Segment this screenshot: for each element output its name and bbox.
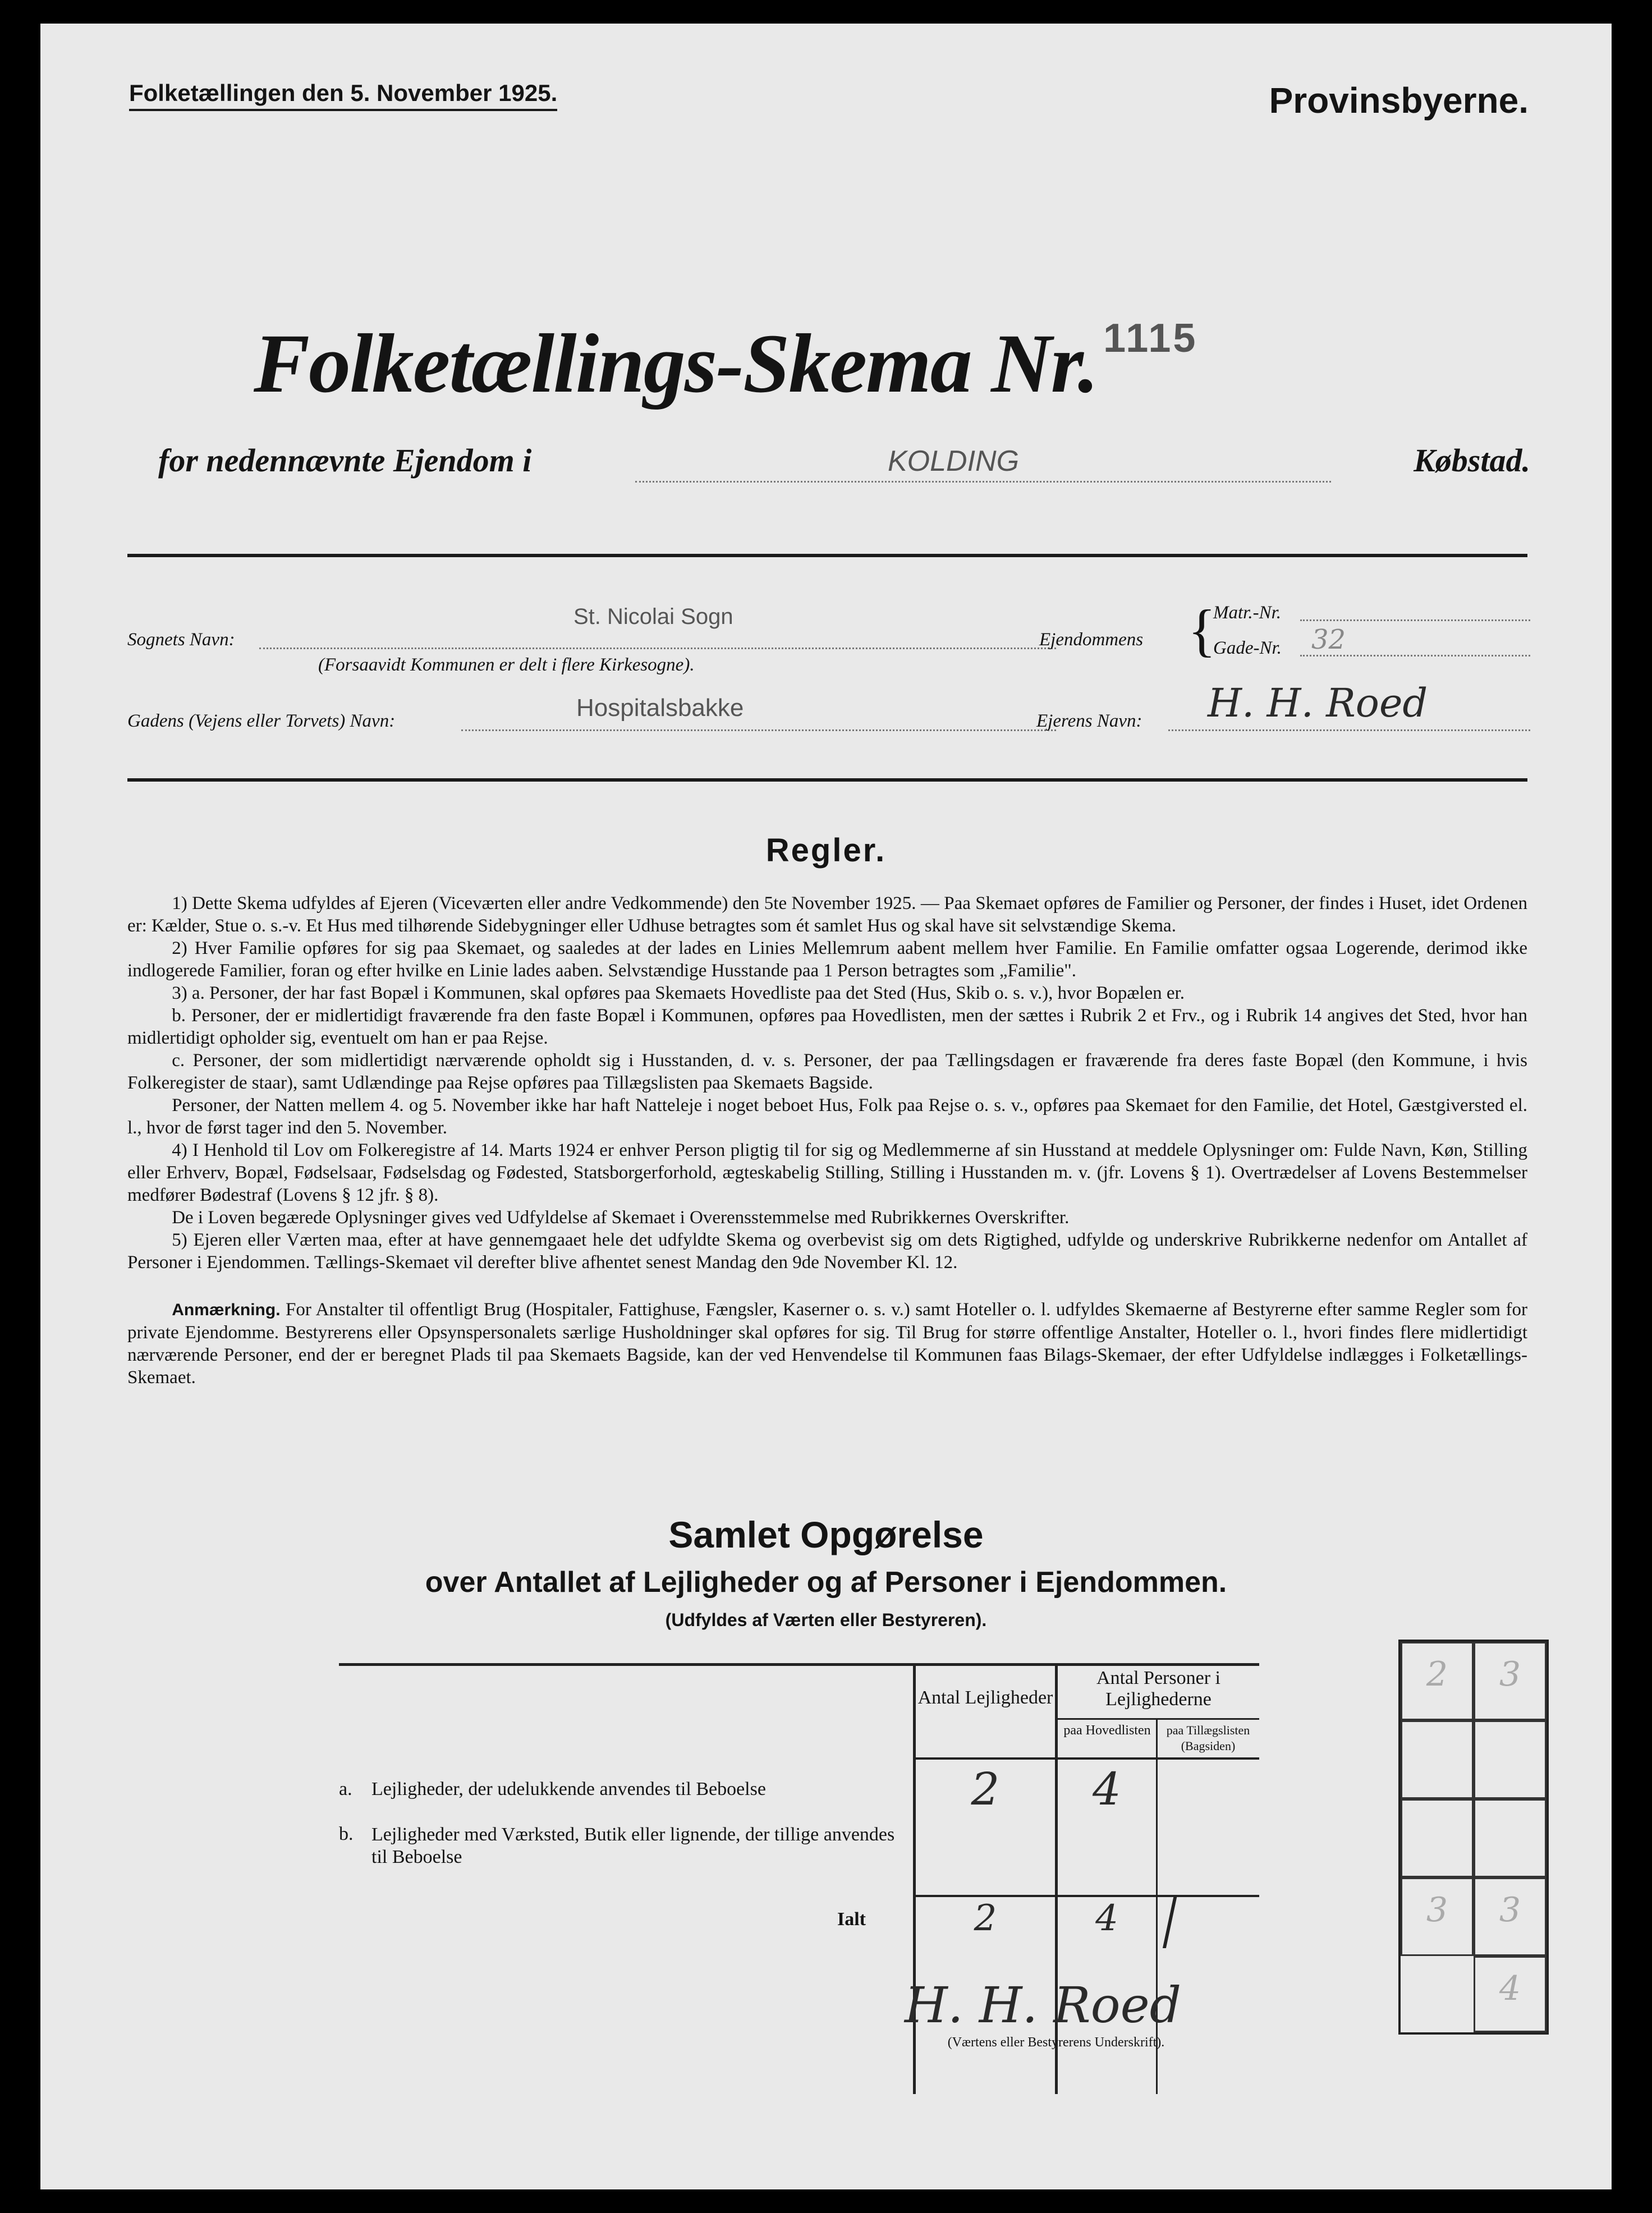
owner-signature: H. H. Roed xyxy=(1208,680,1428,726)
street-dotline xyxy=(461,729,1056,731)
form-number: 1115 xyxy=(1103,316,1198,361)
rule-paragraph: 1) Dette Skema udfyldes af Ejeren (Viceværten eller andre Vedkommende) den 5te November 1925. — Paa Skemaet opføres de Familier og Personer, der findes i Huset, idet Ordenen er: Kælder, Stue o. s.-v. Et Hus med tilhørende Sidebygninger eller Udhuse betragtes som ét samlet Hus og skal have sit selvstændige Skema. xyxy=(127,893,1527,936)
street-value: Hospitalsbakke xyxy=(576,694,744,722)
rules-note xyxy=(127,1298,1527,1389)
rule-paragraph: 4) I Henhold til Lov om Folkeregistre af 14. Marts 1924 er enhver Person pligtig til for sig og Medlemmerne af sin Husstand at meddele Oplysninger om: Fulde Navn, Køn, Stilling eller Erhverv, Bopæl, Fødselsaar, Fødselsdag og Fødested, Statsborgerforhold, ægteskabelig Stilling, Stilling i Husstanden m. v. (jfr. Lovens § 1). Overtrædelser af Lovens Bestemmelser medfører Bødestraf (Lovens § 12 jfr. § 8). xyxy=(127,1140,1527,1205)
town-value: KOLDING xyxy=(888,445,1020,478)
grid-cell: 2 xyxy=(1401,1642,1474,1720)
brace-icon: { xyxy=(1188,598,1216,663)
row-a-text: Lejligheder, der udelukkende anvendes til Beboelse xyxy=(371,1779,766,1799)
col-supp-header: paa Tillægslisten (Bagsiden) xyxy=(1166,1723,1250,1753)
total-main: 4 xyxy=(1095,1898,1118,1939)
summary-instruction: (Udfyldes af Værten eller Bestyreren). xyxy=(665,1610,987,1630)
rule-paragraph: 3) a. Personer, der har fast Bopæl i Kommunen, skal opføres paa Skemaets Hovedliste paa det Sted (Hus, Skib o. s. v.), hvor Bopælen er. xyxy=(172,983,1185,1003)
census-form-page xyxy=(40,24,1612,2189)
form-title-text: Folketællings-Skema Nr. xyxy=(254,317,1098,410)
street-label: Gadens (Vejens eller Torvets) Navn: xyxy=(127,711,396,731)
summary-title: Samlet Opgørelse xyxy=(668,1514,984,1555)
parish-dotline xyxy=(259,648,1056,649)
note-text: For Anstalter til offentligt Brug (Hospitaler, Fattighuse, Fængsler, Kaserner o. s. v.) samt Hoteller o. l. udfyldes Skemaerne af Bestyrerne efter samme Regler som for private Ejendomme. Bestyrerens eller Opsynspersonalets særlige Husholdninger skal opføres for sig. Til Brug for større offentlige Anstalter, Hoteller o. l., hvori findes flere midlertidigt nærværende Personer, end der er beregnet Plads til paa Skemaets Bagside, kan der ved Henvendelse til Kommunen faas Bilags-Skemaer, der efter Udfyldelse indlægges i Folketællings-Skemaet. xyxy=(127,1300,1528,1388)
grid-cell xyxy=(1401,1799,1474,1877)
town-dotline xyxy=(635,481,1331,483)
summary-subtitle: over Antallet af Lejligheder og af Personer i Ejendommen. xyxy=(425,1566,1227,1599)
property-label: Ejendommens xyxy=(1039,630,1144,650)
rule-paragraph: c. Personer, der som midlertidigt nærværende opholdt sig i Husstanden, d. v. s. Personer, der paa Tællingsdagen er fraværende fra deres faste Bopæl (den Kommune, i hvis Folkeregister de staar), samt Udlændinge paa Rejse opføres paa Tillægslisten paa Skemaets Bagside. xyxy=(127,1050,1527,1093)
grid-cell: 4 xyxy=(1474,1956,1547,2032)
host-signature: H. H. Roed xyxy=(905,1976,1182,2034)
col-main-header: paa Hovedlisten xyxy=(1063,1723,1151,1738)
divider-middle xyxy=(127,778,1527,782)
row-a-apartments: 2 xyxy=(971,1763,1000,1815)
grid-cell xyxy=(1474,1720,1547,1799)
gade-value: 32 xyxy=(1311,624,1346,655)
census-date: Folketællingen den 5. November 1925. xyxy=(129,80,557,111)
parish-value: St. Nicolai Sogn xyxy=(573,604,733,629)
table-header-line xyxy=(913,1757,1259,1760)
grid-cell: 3 xyxy=(1474,1642,1547,1720)
owner-label: Ejerens Navn: xyxy=(1036,711,1142,731)
rule-paragraph: Personer, der Natten mellem 4. og 5. November ikke har haft Natteleje i noget beboet Hus, Folk paa Rejse o. s. v., opføres paa Skemaet for den Familie, det Hotel, Gæstgiversted el. l., hvor de først tager ind den 5. November. xyxy=(127,1095,1527,1138)
rule-paragraph: b. Personer, der er midlertidigt fraværende fra den faste Bopæl i Kommunen, opføres paa Hovedlisten, men der sættes i Rubrik 2 et Frv., og i Rubrik 14 angives det Sted, hvor han midlertidigt opholder sig, eventuelt om han er paa Rejse. xyxy=(127,1006,1527,1048)
subtitle-prefix: for nedennævnte Ejendom i xyxy=(158,442,532,479)
table-total-line xyxy=(913,1895,1259,1897)
col-persons-header: Antal Personer i Lejlighederne xyxy=(1096,1668,1220,1710)
grid-cell: 3 xyxy=(1474,1877,1547,1956)
parish-label: Sognets Navn: xyxy=(127,630,235,650)
region-label: Provinsbyerne. xyxy=(1269,80,1529,121)
divider-top xyxy=(127,554,1527,557)
signature-caption: (Værtens eller Bestyrerens Underskrift). xyxy=(947,2035,1165,2050)
subtitle-suffix: Købstad. xyxy=(1414,442,1530,479)
rules-body xyxy=(127,892,1527,1389)
side-grid xyxy=(1398,1640,1549,2035)
rules-heading: Regler. xyxy=(765,832,887,869)
col-apartments-header: Antal Lejligheder xyxy=(917,1687,1053,1708)
rule-paragraph: 2) Hver Familie opføres for sig paa Skemaet, og saaledes at der lades en Linies Mellemrum aabent mellem hver Familie. En Familie omfatter ogsaa Logerende, derimod ikke indlogerede Familier, foran og efter hvilke en Linie lades aaben. Selvstændige Husstande paa 1 Person betragtes som „Familie". xyxy=(127,938,1527,981)
owner-dotline xyxy=(1168,729,1530,731)
total-apartments: 2 xyxy=(974,1898,997,1939)
matr-dotline xyxy=(1300,619,1530,621)
parish-note: (Forsaavidt Kommunen er delt i flere Kirkesogne). xyxy=(318,655,695,675)
row-b-letter: b. xyxy=(339,1824,354,1844)
table-subheader-line xyxy=(1058,1718,1259,1720)
gade-label: Gade-Nr. xyxy=(1213,638,1282,658)
total-check-mark xyxy=(1163,1895,1185,1948)
note-label: Anmærkning. xyxy=(172,1301,281,1319)
row-b-text: Lejligheder med Værksted, Butik eller lignende, der tillige anvendes til Beboelse xyxy=(371,1824,895,1867)
row-a-main: 4 xyxy=(1093,1763,1121,1815)
grid-cell xyxy=(1474,1799,1547,1877)
grid-cell xyxy=(1401,1720,1474,1799)
matr-label: Matr.-Nr. xyxy=(1213,603,1282,623)
row-a-letter: a. xyxy=(339,1779,352,1799)
grid-cell: 3 xyxy=(1401,1877,1474,1956)
form-title xyxy=(254,315,1197,412)
rule-paragraph: De i Loven begærede Oplysninger gives ved Udfyldelse af Skemaet i Overensstemmelse med Rubrikkernes Overskrifter. xyxy=(172,1207,1070,1228)
total-label: Ialt xyxy=(837,1909,866,1930)
rule-paragraph: 5) Ejeren eller Værten maa, efter at have gennemgaaet hele det udfyldte Skema og overbevist sig om dets Rigtighed, udfylde og underskrive Rubrikkerne nedenfor om Antallet af Personer i Ejendommen. Tællings-Skemaet vil derefter blive afhentet senest Mandag den 9de November Kl. 12. xyxy=(127,1230,1527,1273)
table-top-line xyxy=(339,1663,1259,1666)
